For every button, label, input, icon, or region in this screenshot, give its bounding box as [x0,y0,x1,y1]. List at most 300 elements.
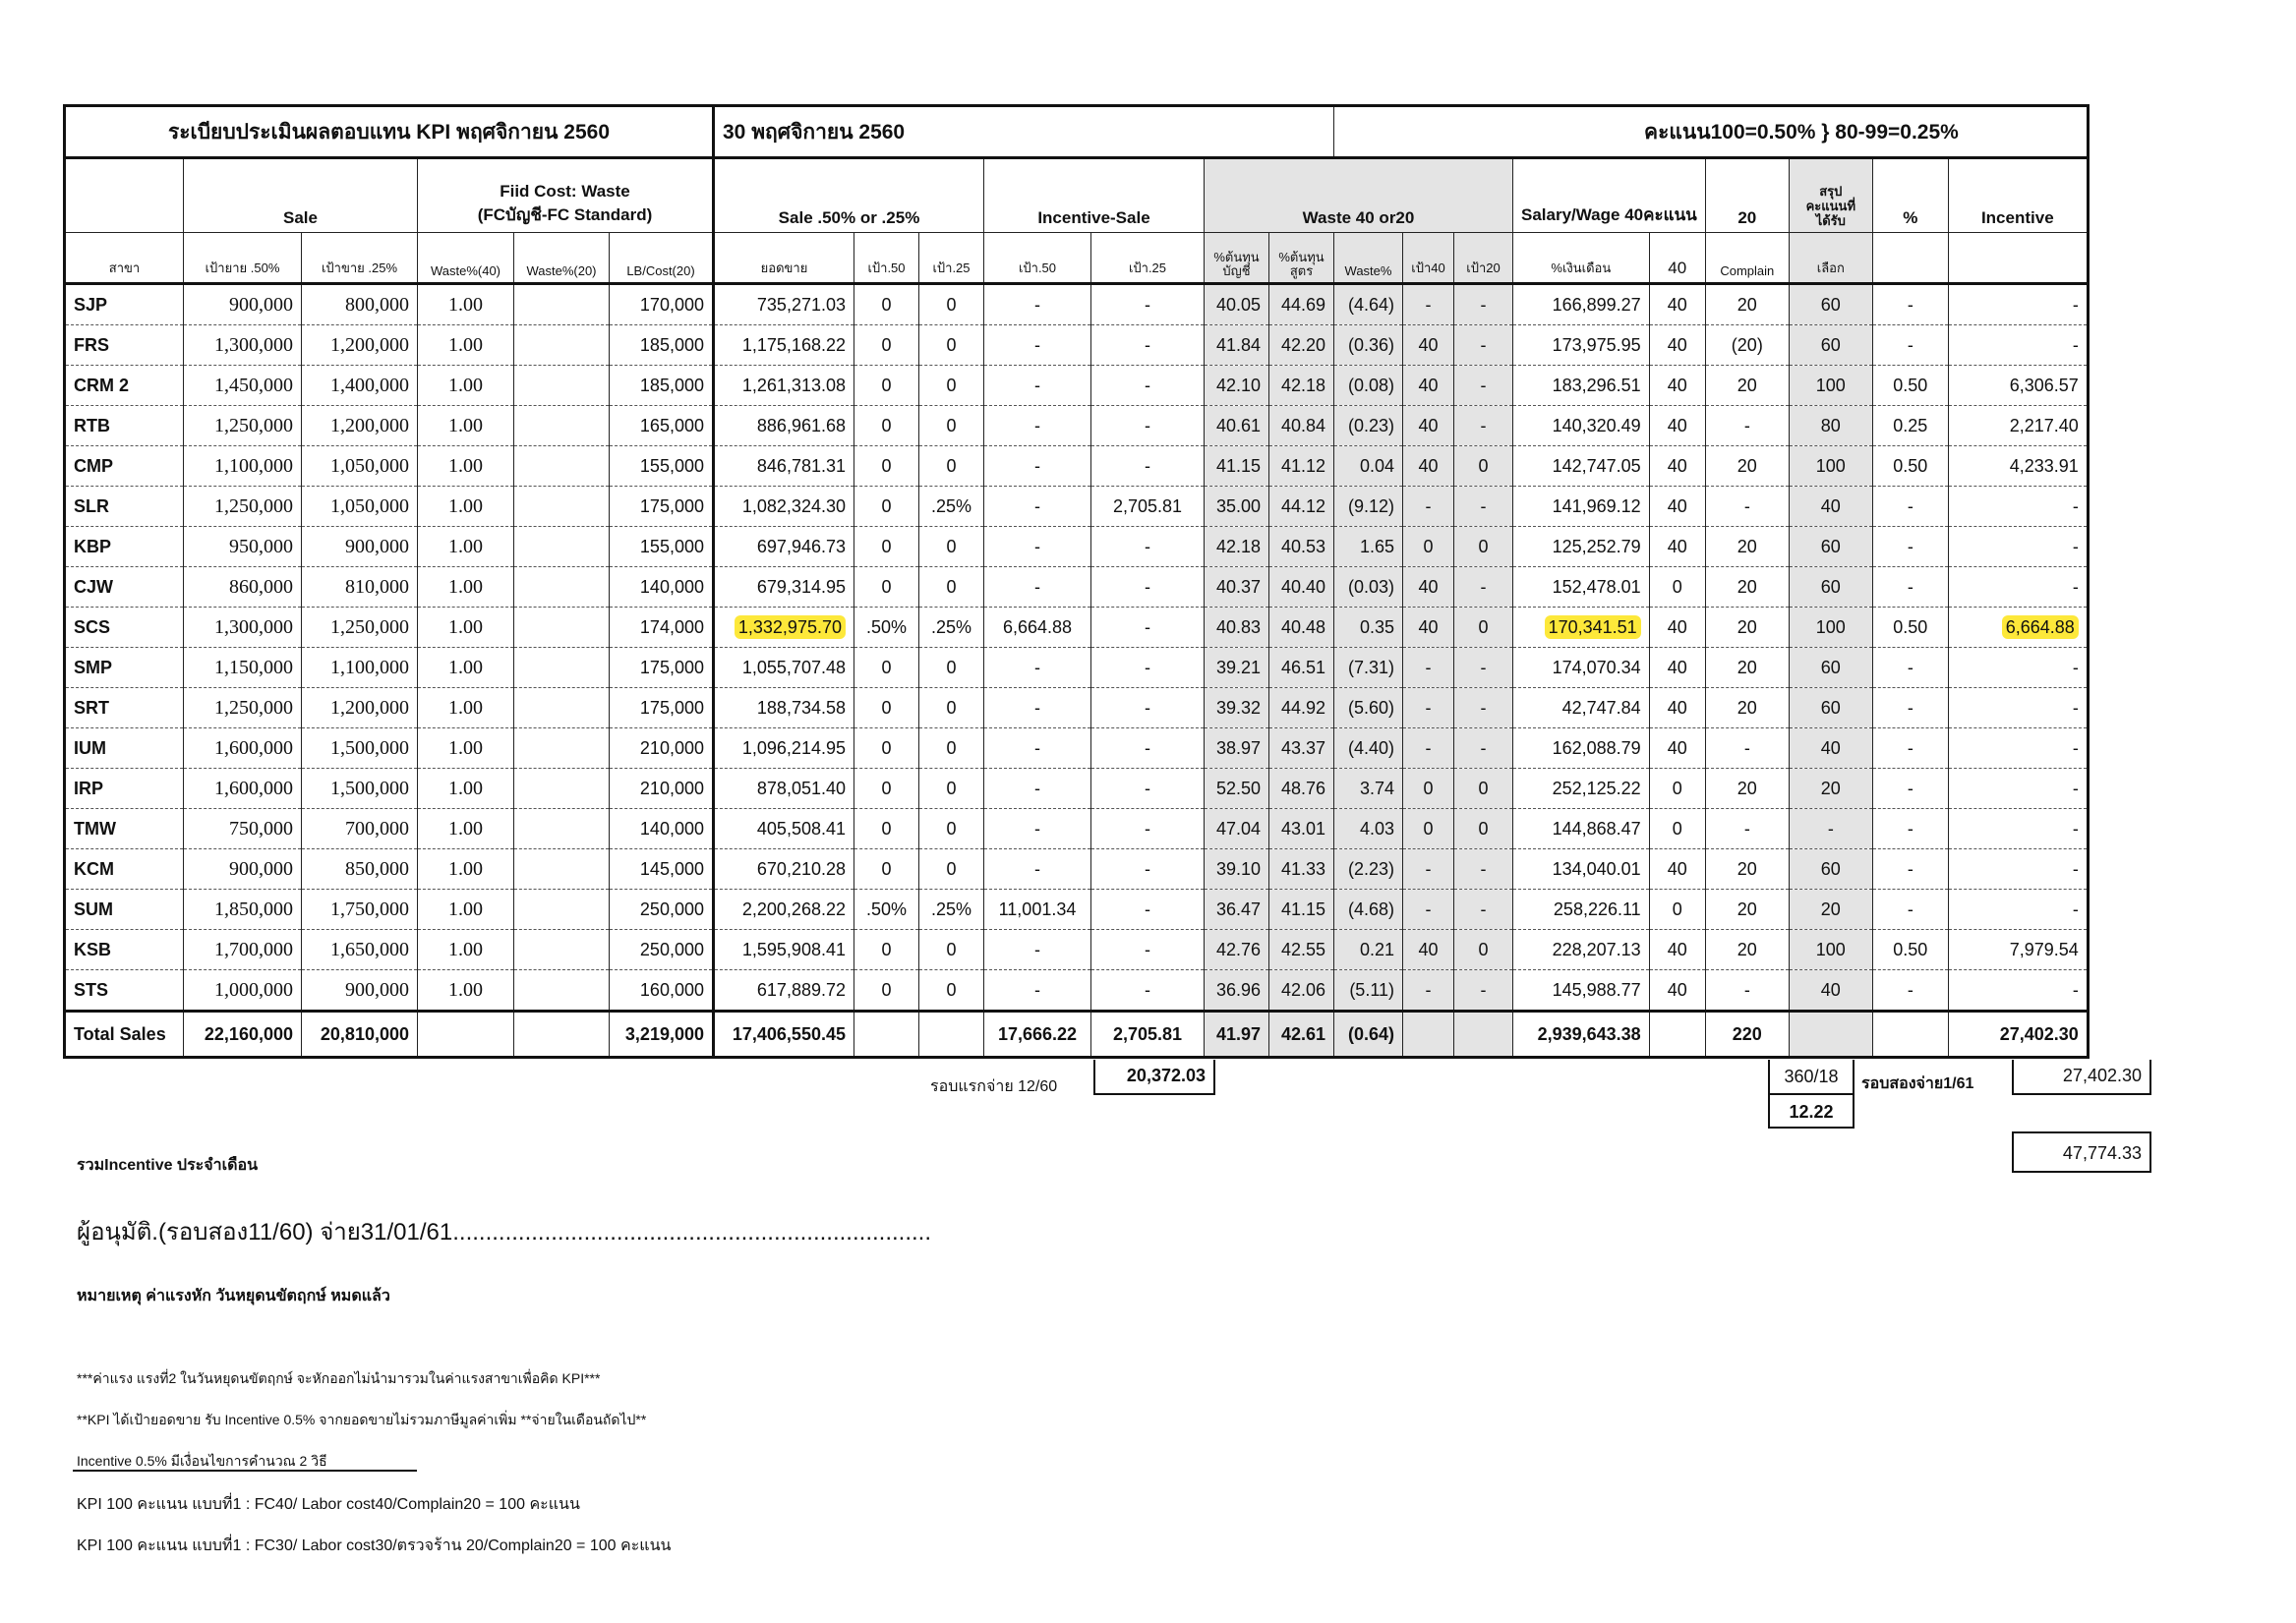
cell-t25 [302,567,418,608]
cell-value: 40 [1418,616,1439,637]
cell-value: 60 [1820,334,1841,355]
round2-value: 27,402.30 [2012,1060,2151,1095]
score-rule: คะแนน100=0.50% } 80-99=0.25% [1334,106,2089,158]
cell-sc [1789,728,1872,769]
cell-value: 145,988.77 [1552,979,1641,1000]
cell-value: - [1145,697,1150,718]
cell-w40 [418,567,514,608]
cell-inc [1948,406,2088,446]
cell-sales [714,446,854,487]
cell-value: 1,650,000 [330,938,409,960]
cell-value: SCS [74,616,111,637]
cell-wp [1334,567,1403,608]
cell-fcf [1269,728,1334,769]
cell-fca [1205,325,1269,366]
cell-value: 175,000 [639,697,704,718]
cell-value: 40 [1667,737,1687,758]
cell-value: - [1907,818,1913,839]
cell-value: (9.12) [1347,495,1394,516]
cell-w20 [514,446,610,487]
cell-t25 [302,970,418,1012]
cell-t50 [184,809,302,849]
cell-i25 [1091,809,1205,849]
kpi-table [63,104,2090,1059]
cell-i25 [1091,970,1205,1012]
cell-value: 1,850,000 [214,898,293,920]
cell-sal [1513,970,1650,1012]
cell-value: 0 [1478,536,1489,556]
cell-branch [65,527,184,567]
cell-value: SLR [74,495,109,516]
cell-wp [1334,769,1403,809]
cell-sc [1789,970,1872,1012]
cell-wp [1334,446,1403,487]
cell-t25 [302,446,418,487]
cell-t50 [184,527,302,567]
cell-value: 900,000 [229,293,293,316]
cell-sc [1789,930,1872,970]
cell-value: 1,100,000 [330,656,409,678]
cell-value: 40 [1667,858,1687,879]
cell-value: - [2072,536,2079,556]
cell-value: - [1907,657,1913,677]
cell-wp [1334,487,1403,527]
cell-value: - [2072,576,2079,597]
cell-s50 [854,890,919,930]
cell-ss [1649,366,1705,406]
cell-t50 [184,366,302,406]
ratio-value: 12.22 [1789,1102,1834,1122]
cell-value: 950,000 [229,535,293,557]
cell-value: 1.00 [448,575,483,598]
cell-sal [1513,728,1650,769]
cell-value: 1,700,000 [214,938,293,960]
cell-value: 20 [1820,778,1841,798]
cell-value: 886,961.68 [756,415,846,435]
cell-value: SJP [74,294,108,315]
cell-value: - [1034,375,1040,395]
cell-w40 [418,284,514,325]
cell-inc [1948,769,2088,809]
cell-pct [1872,890,1948,930]
cell-s50 [854,728,919,769]
cell-value: - [1034,536,1040,556]
cell-wt40 [1403,809,1454,849]
cell-wt40 [1403,284,1454,325]
cell-value: 1.00 [448,817,483,840]
total-sal: 2,939,643.38 [1513,1012,1650,1058]
cell-value: 250,000 [639,898,704,919]
cell-value: 40 [1667,375,1687,395]
cell-fca [1205,809,1269,849]
cell-i50 [984,930,1091,970]
cell-sales [714,728,854,769]
cell-s25 [919,608,984,648]
cell-value: 40 [1667,455,1687,476]
cell-sal [1513,608,1650,648]
cell-w20 [514,930,610,970]
cell-sc [1789,366,1872,406]
cell-value: - [1034,778,1040,798]
cell-inc [1948,325,2088,366]
cell-value: - [2072,334,2079,355]
highlighted-value: 6,664.88 [2002,615,2079,639]
cell-i50 [984,406,1091,446]
cell-w20 [514,325,610,366]
group-sale-pct: Sale .50% or .25% [714,158,984,233]
cell-value: 20 [1737,778,1757,798]
cell-value: 700,000 [345,817,409,840]
note-method1: KPI 100 คะแนน แบบที่1 : FC40/ Labor cost40/Complain20 = 100 คะแนน [77,1496,580,1513]
cell-s50 [854,487,919,527]
cell-w40 [418,608,514,648]
total-lb: 3,219,000 [610,1012,714,1058]
cell-value: - [1480,375,1487,395]
cell-sc [1789,284,1872,325]
cell-fca [1205,446,1269,487]
cell-value: - [1425,294,1432,315]
cell-w20 [514,527,610,567]
cell-s25 [919,849,984,890]
cell-branch [65,688,184,728]
cell-value: - [1034,576,1040,597]
cell-value: - [1145,858,1150,879]
cell-value: 1.00 [448,414,483,436]
cell-value: 0 [946,657,957,677]
sheet-title: ระเบียบประเมินผลตอบแทน KPI พฤศจิกายน 2560 [65,106,714,158]
note-kpi-sales: **KPI ได้เป้ายอดขาย รับ Incentive 0.5% จากยอดขายไม่รวมภาษีมูลค่าเพิ่ม **จ่ายในเดือนถัดไป** [77,1412,647,1427]
cell-value: - [1145,536,1150,556]
cell-sales [714,284,854,325]
table-row [65,809,2089,849]
cell-i25 [1091,890,1205,930]
total-blank [1454,1012,1513,1058]
cell-value: 0 [946,858,957,879]
cell-sales [714,527,854,567]
group-incentive: Incentive [1948,158,2088,233]
cell-fca [1205,567,1269,608]
note-labor: ***ค่าแรง แรงที่2 ในวันหยุดนขัตฤกษ์ จะหักออกไม่นำมารวมในค่าแรงสาขาเพื่อคิด KPI*** [77,1370,601,1386]
col-inc50: เป้า.50 [984,233,1091,284]
cell-w20 [514,567,610,608]
cell-wp [1334,527,1403,567]
cell-ss [1649,728,1705,769]
cell-value: CJW [74,576,113,597]
cell-value: - [2072,778,2079,798]
cell-w20 [514,728,610,769]
cell-lb [610,849,714,890]
cell-value: 40 [1667,979,1687,1000]
cell-value: 0 [881,818,892,839]
cell-value: - [1145,375,1150,395]
cell-i25 [1091,688,1205,728]
cell-s50 [854,688,919,728]
cell-value: - [1907,495,1913,516]
cell-sc [1789,487,1872,527]
total-blank [514,1012,610,1058]
cell-value: 142,747.05 [1552,455,1641,476]
cell-t50 [184,849,302,890]
cell-value: - [1907,576,1913,597]
total-t25: 20,810,000 [302,1012,418,1058]
total-sales: 17,406,550.45 [714,1012,854,1058]
cell-value: 60 [1820,858,1841,879]
cell-sal [1513,487,1650,527]
cell-value: 40.53 [1280,536,1325,556]
cell-s25 [919,446,984,487]
cell-value: 1,200,000 [330,333,409,356]
cell-w40 [418,849,514,890]
cell-value: (20) [1731,334,1763,355]
cell-value: 0 [946,939,957,959]
cell-value: 0 [1672,898,1682,919]
cell-inc [1948,809,2088,849]
cell-value: 0 [881,939,892,959]
cell-fca [1205,930,1269,970]
cell-value: 20 [1737,536,1757,556]
cell-value: 20 [1737,576,1757,597]
cell-branch [65,446,184,487]
cell-wt40 [1403,728,1454,769]
cell-value: 1,300,000 [214,615,293,638]
cell-sales [714,406,854,446]
cell-value: 0 [946,576,957,597]
cell-value: 134,040.01 [1552,858,1641,879]
cell-w20 [514,608,610,648]
cell-value: 800,000 [345,293,409,316]
cell-value: 175,000 [639,495,704,516]
col-fc-account [1205,233,1269,284]
total-blank [854,1012,919,1058]
cell-value: 1,150,000 [214,656,293,678]
cell-branch [65,608,184,648]
cell-wt40 [1403,325,1454,366]
cell-value: 40 [1667,697,1687,718]
cell-s25 [919,769,984,809]
cell-value: 40.37 [1215,576,1261,597]
monthly-label: รวมIncentive ประจำเดือน [77,1157,259,1174]
cell-value: 40 [1667,334,1687,355]
cell-value: 174,070.34 [1552,657,1641,677]
cell-value: 1.00 [448,333,483,356]
cell-value: - [1480,294,1487,315]
cell-value: - [1480,576,1487,597]
cell-value: 0 [1423,818,1434,839]
cell-w20 [514,406,610,446]
cell-i50 [984,527,1091,567]
total-blank [1872,1012,1948,1058]
cell-wt20 [1454,406,1513,446]
cell-value: 0 [1478,818,1489,839]
cell-s25 [919,930,984,970]
cell-lb [610,648,714,688]
cell-value: 1,096,214.95 [741,737,846,758]
cell-wt40 [1403,930,1454,970]
sheet-date: 30 พฤศจิกายน 2560 [714,106,1334,158]
cell-value: 52.50 [1215,778,1261,798]
cell-cp [1705,487,1789,527]
cell-fcf [1269,890,1334,930]
cell-value: 162,088.79 [1552,737,1641,758]
cell-t50 [184,728,302,769]
cell-value: - [1480,495,1487,516]
cell-sales [714,608,854,648]
fc-formula-line1: %ต้นทุน [1278,250,1325,264]
cell-value: 0 [946,294,957,315]
col-waste20: Waste%(20) [514,233,610,284]
cell-inc [1948,567,2088,608]
cell-t25 [302,769,418,809]
cell-value: 42.06 [1280,979,1325,1000]
cell-value: 39.21 [1215,657,1261,677]
cell-lb [610,366,714,406]
cell-value: 42,747.84 [1561,697,1641,718]
cell-wt40 [1403,567,1454,608]
table-row [65,608,2089,648]
cell-value: 1.00 [448,898,483,920]
cell-value: RTB [74,415,110,435]
cell-value: CRM 2 [74,375,130,395]
cell-branch [65,284,184,325]
cell-value: 47.04 [1215,818,1261,839]
cell-lb [610,325,714,366]
cell-cp [1705,930,1789,970]
table-row [65,446,2089,487]
cell-i25 [1091,325,1205,366]
cell-pct [1872,849,1948,890]
cell-value: .25% [930,616,972,637]
cell-fca [1205,688,1269,728]
cell-fcf [1269,366,1334,406]
cell-value: 900,000 [229,857,293,880]
cell-t25 [302,930,418,970]
cell-i25 [1091,527,1205,567]
cell-value: - [1907,294,1913,315]
cell-wt40 [1403,849,1454,890]
col-lbcost: LB/Cost(20) [610,233,714,284]
table-row [65,487,2089,527]
fc-account-line1: %ต้นทุน [1213,250,1260,264]
cell-value: 0.04 [1359,455,1394,476]
cell-value: 900,000 [345,978,409,1001]
cell-value: 0.50 [1893,939,1928,959]
cell-value: 1.00 [448,293,483,316]
cell-w20 [514,284,610,325]
cell-value: 36.47 [1215,898,1261,919]
cell-value: 40 [1820,737,1841,758]
cell-value: - [1480,737,1487,758]
cell-value: 1.00 [448,938,483,960]
col-incentive-blank [1948,233,2088,284]
fc-formula-line2: สูตร [1289,263,1314,278]
cell-value: - [1480,898,1487,919]
cell-s25 [919,890,984,930]
cell-value: 166,899.27 [1552,294,1641,315]
cell-ss [1649,849,1705,890]
remark: หมายเหตุ ค่าแรงหัก วันหยุดนขัตฤกษ์ หมดแล้ว [77,1288,390,1304]
cell-value: 0 [946,979,957,1000]
cell-s25 [919,970,984,1012]
cell-branch [65,325,184,366]
cell-pct [1872,325,1948,366]
cell-i50 [984,284,1091,325]
cell-value: - [1907,858,1913,879]
cell-wt20 [1454,890,1513,930]
cell-cp [1705,769,1789,809]
cell-sc [1789,769,1872,809]
cell-value: 0 [1478,455,1489,476]
cell-pct [1872,567,1948,608]
cell-value: - [1145,818,1150,839]
cell-value: 174,000 [639,616,704,637]
cell-wt20 [1454,769,1513,809]
cell-value: 1,600,000 [214,777,293,799]
cell-w20 [514,769,610,809]
cell-value: (7.31) [1347,657,1394,677]
cell-s25 [919,527,984,567]
cell-lb [610,809,714,849]
cell-i50 [984,728,1091,769]
col-complain: Complain [1705,233,1789,284]
cell-value: 43.01 [1280,818,1325,839]
cell-t25 [302,406,418,446]
cell-t25 [302,366,418,406]
cell-sc [1789,688,1872,728]
cell-value: 155,000 [639,536,704,556]
cell-ss [1649,930,1705,970]
cell-value: 1,000,000 [214,978,293,1001]
cell-inc [1948,648,2088,688]
cell-t50 [184,648,302,688]
cell-value: - [1145,898,1150,919]
cell-s25 [919,688,984,728]
cell-t50 [184,930,302,970]
cell-inc [1948,487,2088,527]
cell-value: 173,975.95 [1552,334,1641,355]
cell-lb [610,567,714,608]
cell-value: 1,200,000 [330,414,409,436]
cell-s50 [854,406,919,446]
cell-value: 44.12 [1280,495,1325,516]
cell-value: 0.50 [1893,375,1928,395]
cell-value: 40 [1820,495,1841,516]
cell-cp [1705,284,1789,325]
cell-value: 160,000 [639,979,704,1000]
table-row [65,325,2089,366]
cell-value: 1,050,000 [330,454,409,477]
cell-ss [1649,527,1705,567]
cell-lb [610,487,714,527]
cell-w40 [418,487,514,527]
cell-value: - [1034,455,1040,476]
cell-value: (0.36) [1347,334,1394,355]
cell-value: 850,000 [345,857,409,880]
cell-w20 [514,970,610,1012]
cell-sales [714,366,854,406]
cell-i50 [984,970,1091,1012]
cell-w20 [514,366,610,406]
cell-value: 40.40 [1280,576,1325,597]
cell-i50 [984,487,1091,527]
cell-value: 258,226.11 [1553,898,1641,919]
cell-value: 1,450,000 [214,374,293,396]
cell-value: 41.33 [1280,858,1325,879]
cell-cp [1705,849,1789,890]
cell-s50 [854,769,919,809]
ratio-label: 360/18 [1770,1060,1853,1095]
cell-sc [1789,446,1872,487]
cell-value: 1,300,000 [214,333,293,356]
